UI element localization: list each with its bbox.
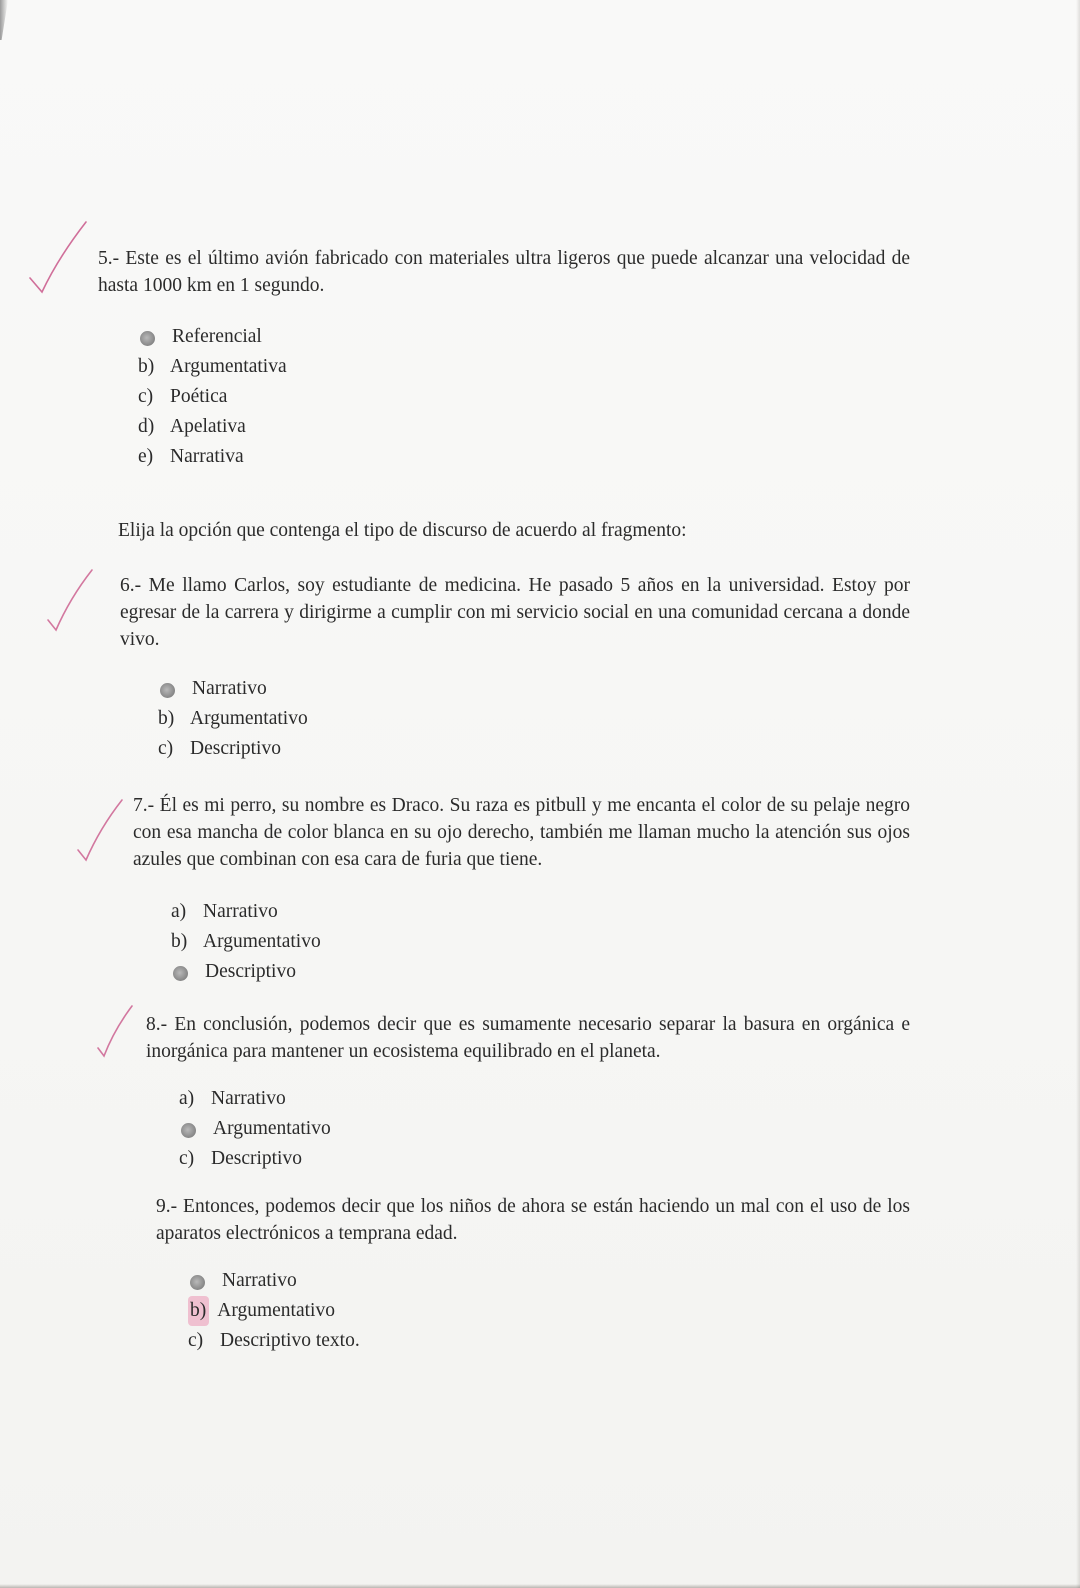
option-label: Argumentativo [203, 931, 321, 952]
filled-bubble-icon [173, 966, 188, 981]
option-b[interactable] [171, 927, 321, 957]
option-label: Narrativo [211, 1088, 286, 1109]
filled-bubble-icon [160, 683, 175, 698]
option-c[interactable] [138, 382, 287, 412]
option-label: Poética [170, 386, 228, 407]
options-q5 [138, 322, 287, 472]
check-mark-icon [28, 218, 88, 298]
question-number: 6.- [120, 575, 142, 596]
option-a[interactable] [158, 674, 308, 704]
option-a[interactable] [179, 1084, 331, 1114]
option-label: Descriptivo [205, 961, 296, 982]
options-q6 [158, 674, 308, 764]
question-text: Este es el último avión fabricado con materiales ultra ligeros que puede alcanzar una velocidad de hasta 1000 km en 1 segundo. [98, 248, 911, 296]
option-label: Descriptivo [211, 1148, 302, 1169]
check-mark-icon [46, 568, 96, 638]
option-a[interactable] [138, 322, 287, 352]
option-b[interactable] [138, 352, 287, 382]
filled-bubble-icon [181, 1123, 196, 1138]
option-letter: c) [158, 738, 174, 759]
option-c[interactable] [158, 734, 308, 764]
option-label: Argumentativa [170, 356, 287, 377]
option-letter: c) [138, 386, 154, 407]
option-c[interactable] [171, 957, 321, 987]
question-number: 9.- [156, 1196, 178, 1217]
option-label: Descriptivo texto. [220, 1330, 360, 1351]
option-label: Narrativo [222, 1270, 297, 1291]
question-6 [120, 572, 910, 653]
page-corner-shadow [0, 0, 8, 40]
question-text: Entonces, podemos decir que los niños de ahora se están haciendo un mal con el uso de los aparatos electrónicos a temprana edad. [156, 1196, 911, 1244]
option-letter: b) [138, 356, 155, 377]
option-letter: c) [179, 1148, 195, 1169]
option-letter: b) [171, 931, 188, 952]
question-5 [98, 245, 910, 299]
option-label: Apelativa [170, 416, 246, 437]
question-8 [146, 1011, 910, 1065]
question-text: En conclusión, podemos decir que es sumamente necesario separar la basura en orgánica e inorgánica para mantener un ecosistema equilibrado en el planeta. [146, 1014, 910, 1062]
option-label: Referencial [172, 326, 262, 347]
option-e[interactable] [138, 442, 287, 472]
filled-bubble-icon [190, 1275, 205, 1290]
question-9 [156, 1193, 910, 1247]
option-letter-highlighted: b) [188, 1296, 209, 1326]
options-q7 [171, 897, 321, 987]
option-letter: e) [138, 446, 154, 467]
question-number: 8.- [146, 1014, 168, 1035]
option-letter: b) [158, 708, 175, 729]
option-letter: d) [138, 416, 155, 437]
option-b[interactable] [179, 1114, 331, 1144]
option-label: Argumentativo [217, 1300, 335, 1321]
question-text: Él es mi perro, su nombre es Draco. Su raza es pitbull y me encanta el color de su pelaje negro con esa mancha de color blanca en su ojo derecho, también me llaman mucho la atención sus ojos azules que combinan con esa cara de furia que tiene. [133, 795, 911, 870]
question-number: 7.- [133, 795, 155, 816]
option-b[interactable] [158, 704, 308, 734]
question-number: 5.- [98, 248, 120, 269]
question-text: Me llamo Carlos, soy estudiante de medicina. He pasado 5 años en la universidad. Estoy por egresar de la carrera y dirigirme a cumplir con mi servicio social en una comunidad cercana a donde vivo. [120, 575, 910, 650]
option-label: Descriptivo [190, 738, 281, 759]
check-mark-icon [76, 798, 126, 868]
question-7 [133, 792, 910, 873]
option-a[interactable] [188, 1266, 360, 1296]
filled-bubble-icon [140, 331, 155, 346]
options-q9 [188, 1266, 360, 1356]
page-bottom-edge [0, 1584, 1080, 1588]
options-q8 [179, 1084, 331, 1174]
option-a[interactable] [171, 897, 321, 927]
page-right-edge [1076, 0, 1080, 1588]
option-c[interactable] [188, 1326, 360, 1356]
option-letter: a) [179, 1088, 195, 1109]
option-label: Narrativo [203, 901, 278, 922]
option-label: Argumentativo [213, 1118, 331, 1139]
option-label: Narrativo [192, 678, 267, 699]
check-mark-icon [96, 1004, 136, 1064]
option-c[interactable] [179, 1144, 331, 1174]
instruction-text: Elija la opción que contenga el tipo de discurso de acuerdo al fragmento: [118, 520, 687, 541]
option-label: Argumentativo [190, 708, 308, 729]
option-letter: c) [188, 1330, 204, 1351]
option-letter: a) [171, 901, 187, 922]
option-label: Narrativa [170, 446, 244, 467]
option-d[interactable] [138, 412, 287, 442]
option-b[interactable] [188, 1296, 360, 1326]
